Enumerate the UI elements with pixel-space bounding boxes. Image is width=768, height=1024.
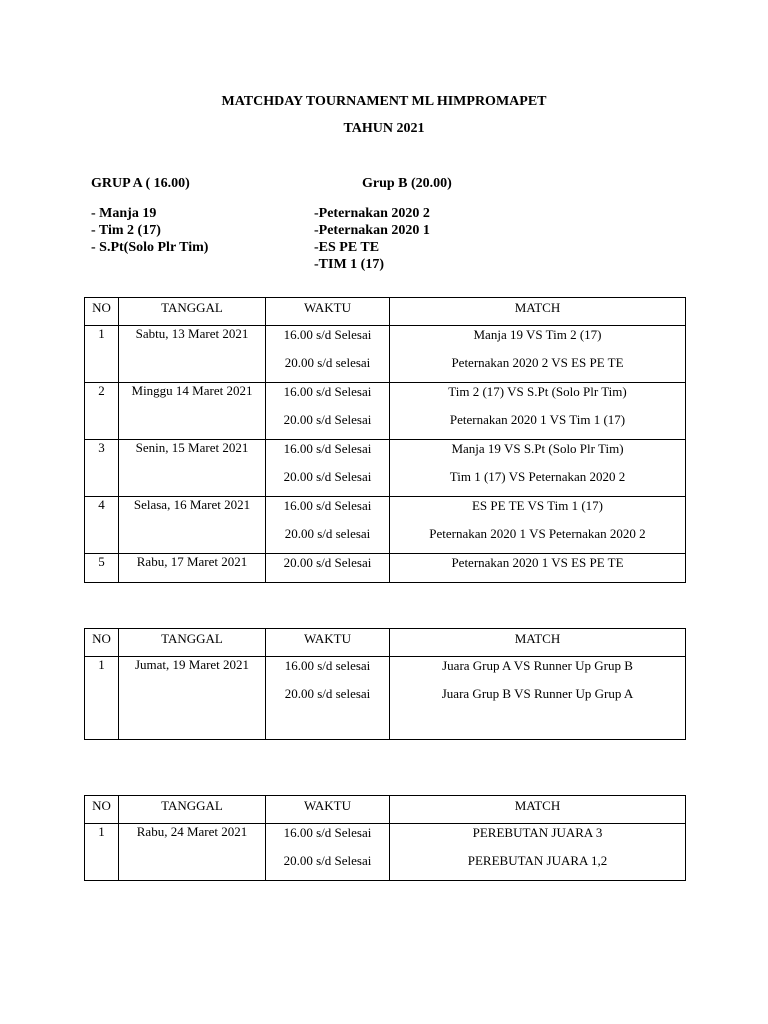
- row-matches: [390, 824, 686, 881]
- group-b-team: -TIM 1 (17): [314, 257, 384, 272]
- table-row: [85, 824, 686, 881]
- table-row: [85, 497, 686, 554]
- row-time: 20.00 s/d selesai: [284, 686, 371, 701]
- row-time: 20.00 s/d selesai: [284, 526, 371, 541]
- row-time: 20.00 s/d Selesai: [283, 412, 372, 427]
- row-match: Manja 19 VS Tim 2 (17): [473, 327, 602, 342]
- row-match: Peternakan 2020 1 VS ES PE TE: [451, 555, 624, 570]
- row-no: 1: [85, 326, 119, 383]
- row-time: 16.00 s/d Selesai: [283, 825, 372, 840]
- row-date: Minggu 14 Maret 2021: [119, 383, 266, 440]
- semifinal-schedule-table: [84, 628, 686, 740]
- row-matches: [390, 440, 686, 497]
- table-row: [85, 554, 686, 583]
- group-b-team-list: [314, 205, 430, 273]
- group-b-team: -ES PE TE: [314, 240, 380, 255]
- row-no: 3: [85, 440, 119, 497]
- row-date: Sabtu, 13 Maret 2021: [119, 326, 266, 383]
- row-time: 16.00 s/d Selesai: [283, 327, 372, 342]
- row-matches: [390, 326, 686, 383]
- row-date: Jumat, 19 Maret 2021: [119, 657, 266, 740]
- header-match: MATCH: [390, 629, 686, 657]
- row-match: Manja 19 VS S.Pt (Solo Plr Tim): [451, 441, 624, 456]
- document-title: MATCHDAY TOURNAMENT ML HIMPROMAPET: [221, 94, 547, 109]
- header-no: NO: [85, 629, 119, 657]
- group-a-team: - S.Pt(Solo Plr Tim): [91, 240, 209, 255]
- header-tanggal: TANGGAL: [119, 298, 266, 326]
- row-time: 20.00 s/d Selesai: [283, 555, 372, 570]
- row-match: Tim 2 (17) VS S.Pt (Solo Plr Tim): [448, 384, 627, 399]
- header-waktu: WAKTU: [266, 629, 390, 657]
- header-tanggal: TANGGAL: [119, 629, 266, 657]
- row-times: [266, 440, 390, 497]
- row-no: 1: [85, 657, 119, 740]
- row-time: 20.00 s/d selesai: [284, 355, 371, 370]
- row-times: [266, 326, 390, 383]
- row-date: Rabu, 24 Maret 2021: [119, 824, 266, 881]
- row-time: 20.00 s/d Selesai: [283, 469, 372, 484]
- group-b-team: -Peternakan 2020 2: [314, 206, 430, 221]
- row-time: 16.00 s/d Selesai: [283, 384, 372, 399]
- row-matches: [390, 554, 686, 583]
- table-row: [85, 440, 686, 497]
- row-match: Peternakan 2020 2 VS ES PE TE: [451, 355, 624, 370]
- row-match: Juara Grup A VS Runner Up Grup B: [442, 658, 633, 673]
- row-no: 5: [85, 554, 119, 583]
- row-times: [266, 554, 390, 583]
- row-no: 2: [85, 383, 119, 440]
- header-match: MATCH: [390, 796, 686, 824]
- header-no: NO: [85, 298, 119, 326]
- table-row: [85, 383, 686, 440]
- header-no: NO: [85, 796, 119, 824]
- group-a-team: - Tim 2 (17): [91, 223, 161, 238]
- group-b-heading: Grup B (20.00): [362, 176, 452, 191]
- group-a-heading: GRUP A ( 16.00): [91, 176, 190, 191]
- row-time: 20.00 s/d Selesai: [283, 853, 372, 868]
- row-no: 4: [85, 497, 119, 554]
- header-tanggal: TANGGAL: [119, 796, 266, 824]
- row-no: 1: [85, 824, 119, 881]
- row-match: Peternakan 2020 1 VS Peternakan 2020 2: [429, 526, 646, 541]
- group-a-team-list: [91, 205, 208, 256]
- table-row: [85, 657, 686, 740]
- row-match: PEREBUTAN JUARA 3: [472, 825, 603, 840]
- row-date: Selasa, 16 Maret 2021: [119, 497, 266, 554]
- table-header-row: [85, 796, 686, 824]
- table-header-row: [85, 298, 686, 326]
- row-match: Juara Grup B VS Runner Up Grup A: [441, 686, 634, 701]
- row-matches: [390, 497, 686, 554]
- row-time: 16.00 s/d Selesai: [283, 441, 372, 456]
- group-b-team: -Peternakan 2020 1: [314, 223, 430, 238]
- row-times: [266, 824, 390, 881]
- header-waktu: WAKTU: [266, 298, 390, 326]
- row-matches: [390, 383, 686, 440]
- row-time: 16.00 s/d Selesai: [283, 498, 372, 513]
- row-times: [266, 657, 390, 740]
- document-year: TAHUN 2021: [343, 121, 425, 136]
- row-match: Peternakan 2020 1 VS Tim 1 (17): [449, 412, 626, 427]
- table-row: [85, 326, 686, 383]
- row-match: PEREBUTAN JUARA 1,2: [467, 853, 608, 868]
- row-match: ES PE TE VS Tim 1 (17): [471, 498, 603, 513]
- final-schedule-table: [84, 795, 686, 881]
- row-date: Senin, 15 Maret 2021: [119, 440, 266, 497]
- group-a-team: - Manja 19: [91, 206, 157, 221]
- group-stage-schedule-table: [84, 297, 686, 583]
- header-match: MATCH: [390, 298, 686, 326]
- row-match: Tim 1 (17) VS Peternakan 2020 2: [449, 469, 626, 484]
- row-date: Rabu, 17 Maret 2021: [119, 554, 266, 583]
- row-time: 16.00 s/d selesai: [284, 658, 371, 673]
- row-times: [266, 383, 390, 440]
- row-matches: [390, 657, 686, 740]
- header-waktu: WAKTU: [266, 796, 390, 824]
- row-times: [266, 497, 390, 554]
- table-header-row: [85, 629, 686, 657]
